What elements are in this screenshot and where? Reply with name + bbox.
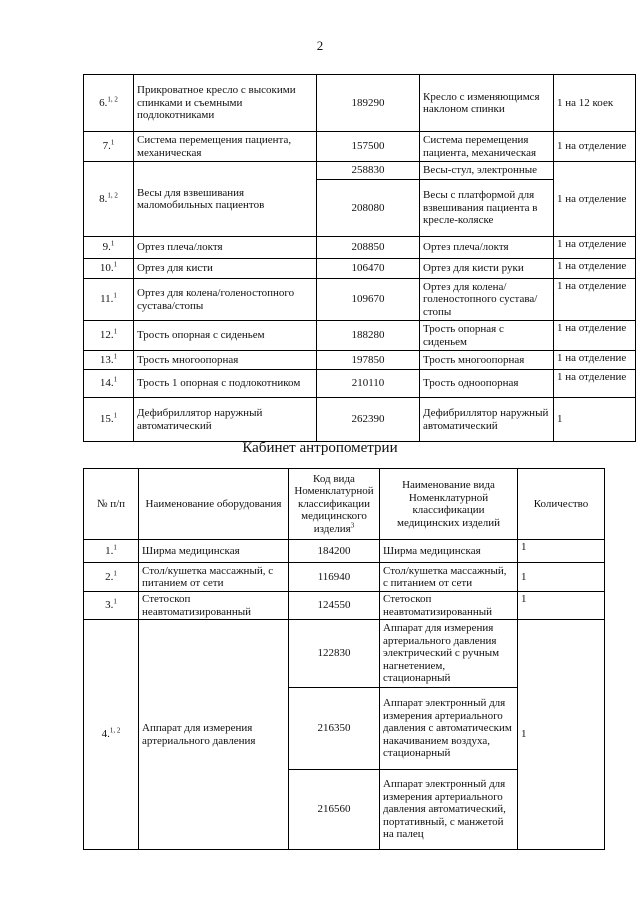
row-number: 2.$^1$ [84, 563, 139, 592]
classification-code: 258830 [317, 162, 420, 180]
equipment-name: Стетоскоп неавтоматизированный [139, 592, 289, 620]
table-row [84, 370, 636, 398]
classification-name: Весы-стул, электронные [420, 162, 554, 180]
quantity: 1 [518, 540, 605, 563]
classification-code: 188280 [317, 321, 420, 351]
classification-name: Трость одноопорная [420, 370, 554, 398]
classification-name: Ортез плеча/локтя [420, 237, 554, 259]
quantity: 1 [518, 592, 605, 620]
header-classification-code: Код вида Номенклатурной классификации медицинского изделия$^3$ [289, 469, 380, 540]
classification-name: Стол/кушетка массажный, с питанием от сети [380, 563, 518, 592]
equipment-name: Ортез плеча/локтя [134, 237, 317, 259]
equipment-name: Система перемещения пациента, механическая [134, 132, 317, 162]
row-number: 10.$^1$ [84, 259, 134, 279]
row-number: 12.$^1$ [84, 321, 134, 351]
classification-name: Ортез для кисти руки [420, 259, 554, 279]
classification-name: Ортез для колена/голеностопного сустава/стопы [420, 279, 554, 321]
classification-name: Аппарат электронный для измерения артериального давления с автоматическим накачиванием воздуха, стационарный [380, 688, 518, 770]
header-quantity: Количество [518, 469, 605, 540]
classification-code: 208850 [317, 237, 420, 259]
equipment-name: Дефибриллятор наружный автоматический [134, 398, 317, 442]
table-row [84, 563, 605, 592]
quantity: 1 на отделение [554, 279, 636, 321]
row-number: 7.$^1$ [84, 132, 134, 162]
classification-name: Весы с платформой для взвешивания пациента в кресле-коляске [420, 180, 554, 237]
classification-code: 106470 [317, 259, 420, 279]
quantity: 1 на 12 коек [554, 75, 636, 132]
row-number: 9.$^1$ [84, 237, 134, 259]
anthropometry-equipment-table [83, 468, 605, 850]
header-number: № п/п [84, 469, 139, 540]
classification-code: 216560 [289, 770, 380, 850]
table-row [84, 592, 605, 620]
classification-code: 189290 [317, 75, 420, 132]
quantity: 1 на отделение [554, 321, 636, 351]
classification-code: 262390 [317, 398, 420, 442]
quantity: 1 на отделение [554, 132, 636, 162]
classification-code: 157500 [317, 132, 420, 162]
equipment-name: Прикроватное кресло с высокими спинками и съемными подлокотниками [134, 75, 317, 132]
table-row [84, 620, 605, 688]
classification-code: 116940 [289, 563, 380, 592]
row-number: 1.$^1$ [84, 540, 139, 563]
row-number: 3.$^1$ [84, 592, 139, 620]
classification-code: 184200 [289, 540, 380, 563]
table-row [84, 540, 605, 563]
row-number: 8.$^{1, 2}$ [84, 162, 134, 237]
classification-name: Трость многоопорная [420, 351, 554, 370]
classification-name: Стетоскоп неавтоматизированный [380, 592, 518, 620]
row-number: 14.$^1$ [84, 370, 134, 398]
classification-name: Система перемещения пациента, механическая [420, 132, 554, 162]
equipment-name: Стол/кушетка массажный, с питанием от сети [139, 563, 289, 592]
classification-code: 216350 [289, 688, 380, 770]
table-header-row [84, 469, 605, 540]
row-number: 13.$^1$ [84, 351, 134, 370]
classification-name: Аппарат для измерения артериального давления электрический с ручным нагнетением, стационарный [380, 620, 518, 688]
equipment-name: Трость опорная с сиденьем [134, 321, 317, 351]
quantity: 1 на отделение [554, 351, 636, 370]
equipment-name: Трость многоопорная [134, 351, 317, 370]
classification-name: Дефибриллятор наружный автоматический [420, 398, 554, 442]
equipment-name: Аппарат для измерения артериального давления [139, 620, 289, 850]
table-row [84, 75, 636, 132]
classification-code: 208080 [317, 180, 420, 237]
table-row [84, 351, 636, 370]
equipment-name: Ширма медицинская [139, 540, 289, 563]
equipment-name: Ортез для колена/голеностопного сустава/стопы [134, 279, 317, 321]
table-row [84, 279, 636, 321]
classification-name: Трость опорная с сиденьем [420, 321, 554, 351]
row-number: 6.$^{1, 2}$ [84, 75, 134, 132]
equipment-name: Трость 1 опорная с подлокотником [134, 370, 317, 398]
table-row [84, 259, 636, 279]
classification-name: Ширма медицинская [380, 540, 518, 563]
quantity: 1 [518, 563, 605, 592]
table-row [84, 162, 636, 180]
quantity: 1 [554, 398, 636, 442]
equipment-name: Ортез для кисти [134, 259, 317, 279]
table-row [84, 398, 636, 442]
quantity: 1 на отделение [554, 370, 636, 398]
classification-code: 210110 [317, 370, 420, 398]
classification-code: 122830 [289, 620, 380, 688]
header-equipment-name: Наименование оборудования [139, 469, 289, 540]
quantity: 1 [518, 620, 605, 850]
table-row [84, 132, 636, 162]
classification-code: 124550 [289, 592, 380, 620]
row-number: 15.$^1$ [84, 398, 134, 442]
classification-code: 197850 [317, 351, 420, 370]
classification-code: 109670 [317, 279, 420, 321]
quantity: 1 на отделение [554, 259, 636, 279]
section-title: Кабинет антропометрии [242, 440, 398, 456]
table-row [84, 321, 636, 351]
classification-name: Аппарат электронный для измерения артериального давления автоматический, портативный, с манжетой на палец [380, 770, 518, 850]
header-classification-name: Наименование вида Номенклатурной классификации медицинских изделий [380, 469, 518, 540]
page-number: 2 [316, 38, 324, 53]
classification-name: Кресло с изменяющимся наклоном спинки [420, 75, 554, 132]
table-row [84, 237, 636, 259]
equipment-name: Весы для взвешивания маломобильных пациентов [134, 162, 317, 237]
quantity: 1 на отделение [554, 237, 636, 259]
row-number: 4.$^{1, 2}$ [84, 620, 139, 850]
quantity: 1 на отделение [554, 162, 636, 237]
row-number: 11.$^1$ [84, 279, 134, 321]
equipment-table-continued [83, 74, 636, 442]
